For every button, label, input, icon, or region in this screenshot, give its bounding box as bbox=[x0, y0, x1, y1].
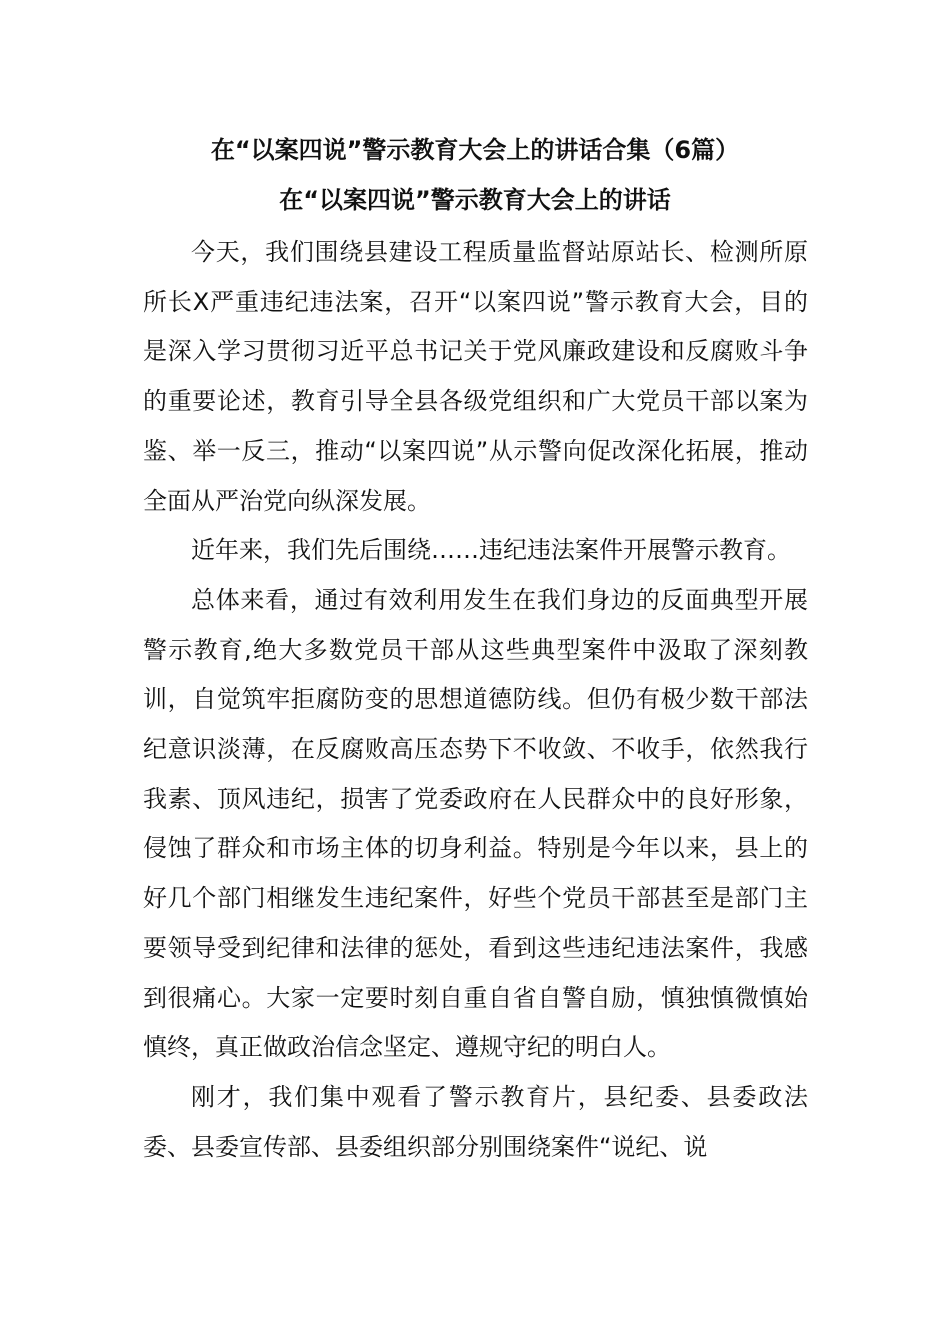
paragraph-3: 总体来看，通过有效利用发生在我们身边的反面典型开展警示教育,绝大多数党员干部从这些典型案件中汲取了深刻教训，自觉筑牢拒腐防变的思想道德防线。但仍有极少数干部法纪意识淡薄，在反腐败高压态势下不收敛、不收手，依然我行我素、顶风违纪，损害了党委政府在人民群众中的良好形象，侵蚀了群众和市场主体的切身利益。特别是今年以来，县上的好几个部门相继发生违纪案件，好些个党员干部甚至是部门主要领导受到纪律和法律的惩处，看到这些违纪违法案件，我感到很痛心。大家一定要时刻自重自省自警自励，慎独慎微慎始慎终，真正做政治信念坚定、遵规守纪的明白人。 bbox=[143, 585, 808, 1062]
paragraph-2: 近年来，我们先后围绕……违纪违法案件开展警示教育。 bbox=[191, 536, 791, 565]
paragraph-4: 刚才，我们集中观看了警示教育片，县纪委、县委政法委、县委宣传部、县委组织部分别围绕案件“说纪、说 bbox=[143, 1082, 808, 1161]
document-subtitle: 在“以案四说”警示教育大会上的讲话 bbox=[279, 186, 671, 214]
paragraph-1: 今天，我们围绕县建设工程质量监督站原站长、检测所原所长X严重违纪违法案，召开“以案四说”警示教育大会，目的是深入学习贯彻习近平总书记关于党风廉政建设和反腐败斗争的重要论述，教育引导全县各级党组织和广大党员干部以案为鉴、举一反三，推动“以案四说”从示警向促改深化拓展，推动全面从严治党向纵深发展。 bbox=[143, 238, 808, 515]
document-title: 在“以案四说”警示教育大会上的讲话合集（6篇） bbox=[210, 136, 740, 164]
document-body bbox=[143, 228, 808, 1172]
